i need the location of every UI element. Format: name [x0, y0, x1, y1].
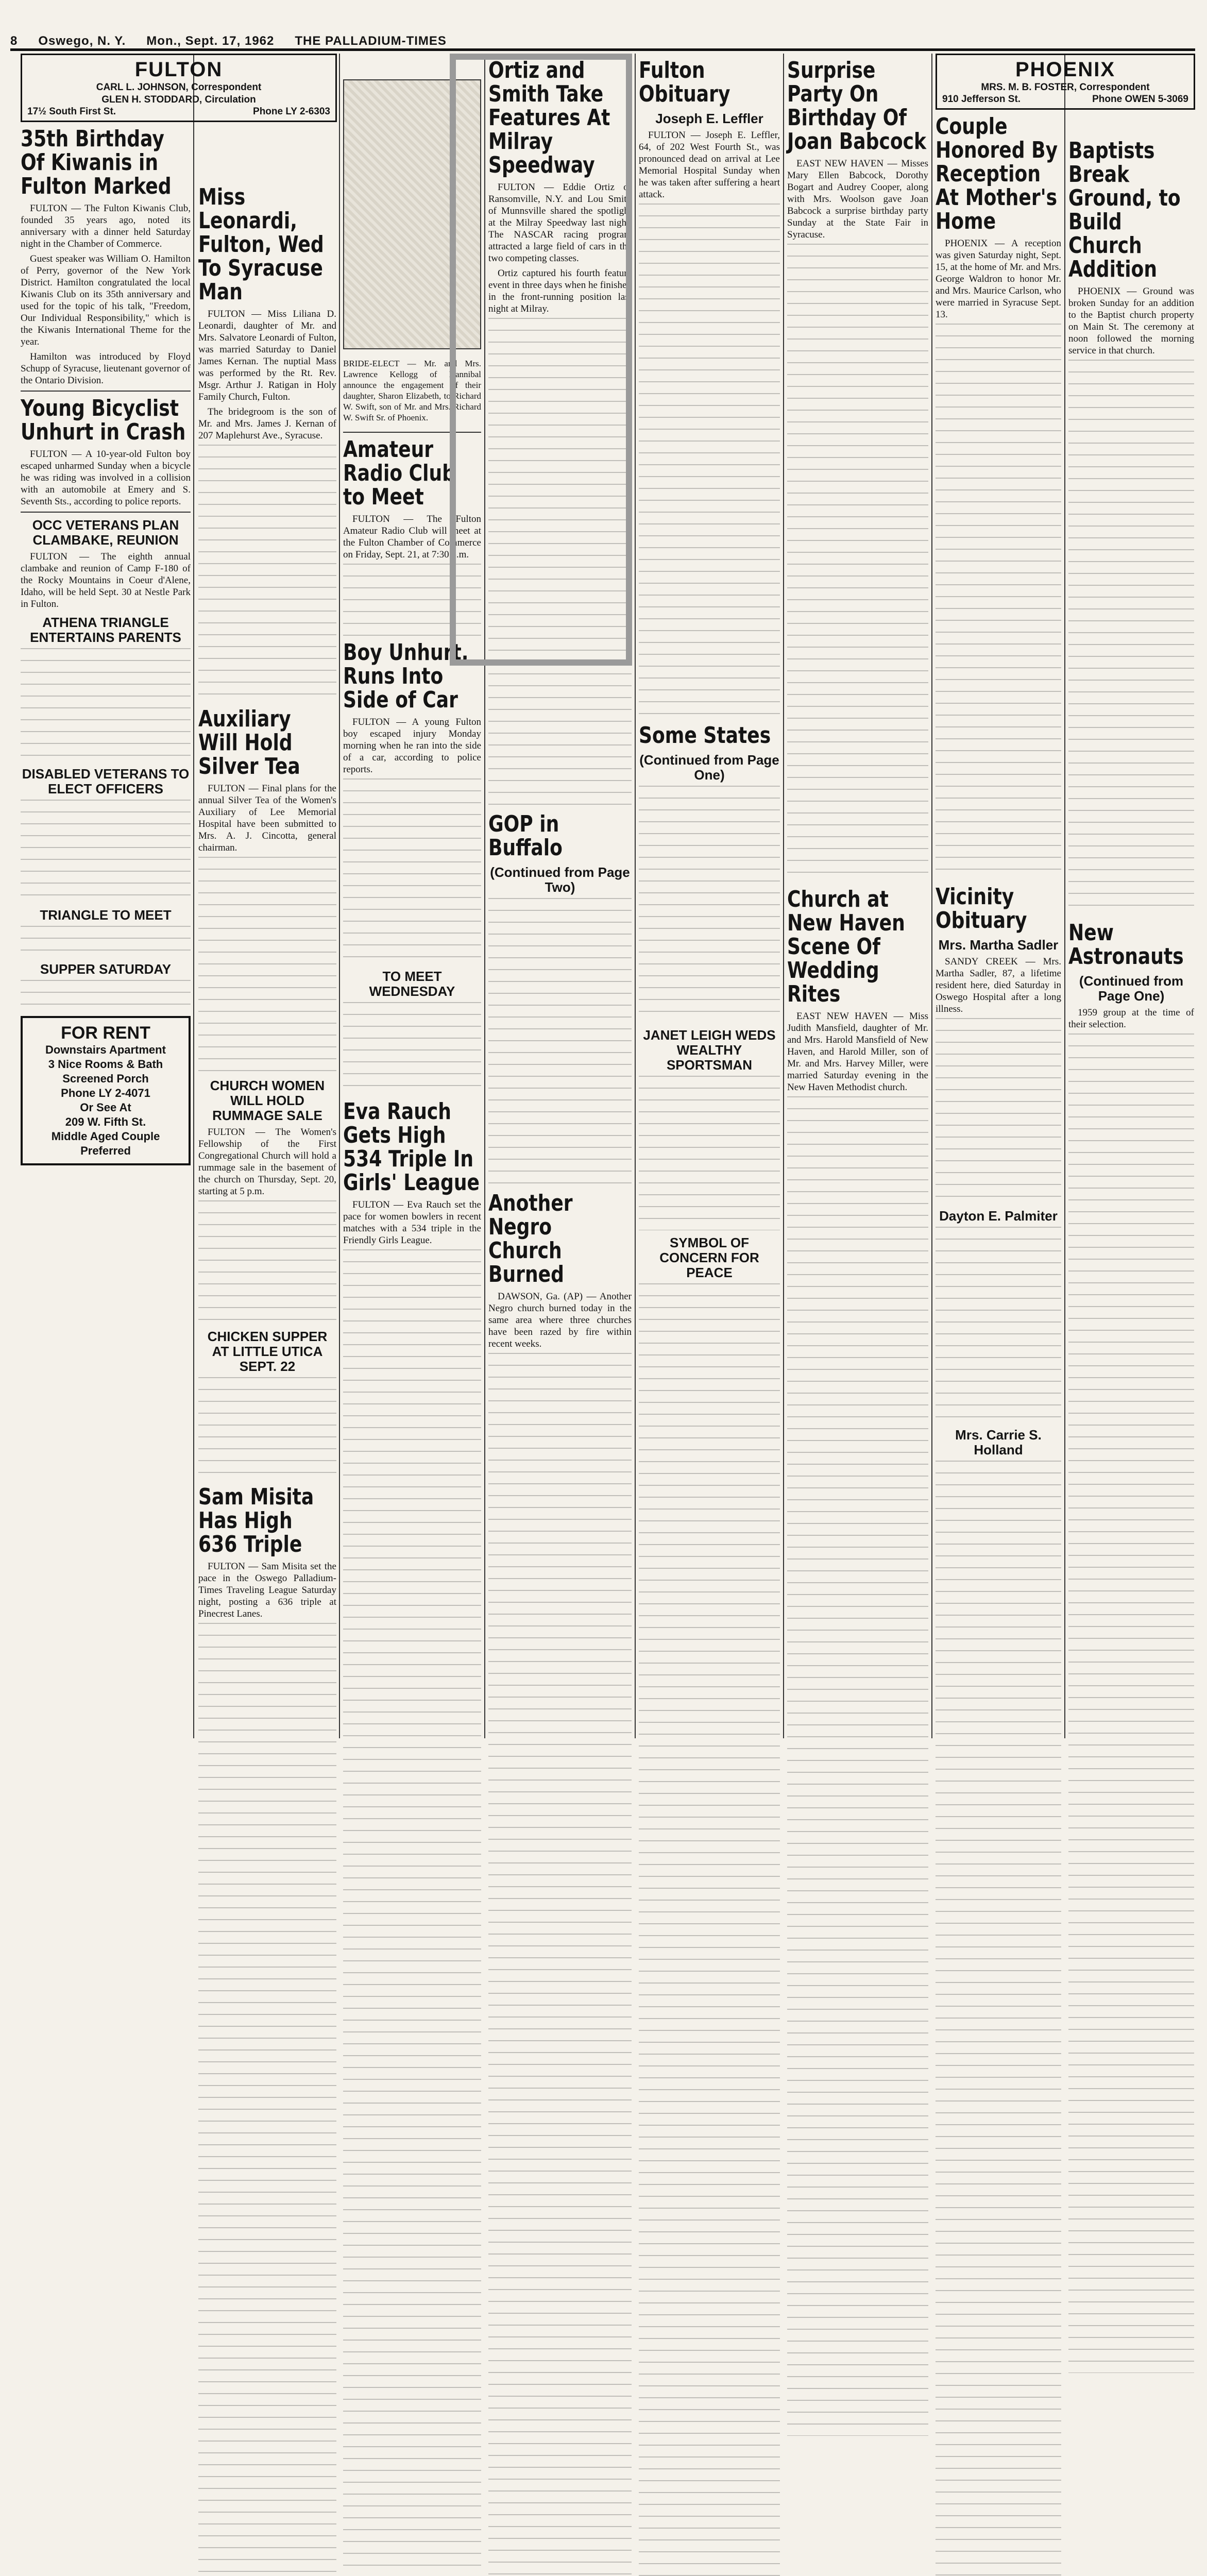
- masthead-paper: THE PALLADIUM-TIMES: [295, 34, 447, 48]
- column-6: [787, 54, 928, 2436]
- correspondent: MRS. M. B. FOSTER, Correspondent: [981, 82, 1150, 93]
- subheadline: OCC VETERANS PLAN CLAMBAKE, REUNION: [32, 517, 179, 548]
- subheadline: JANET LEIGH WEDS WEALTHY SPORTSMAN: [643, 1027, 776, 1073]
- article-text: FULTON — Final plans for the annual Silver Tea of the Women's Auxiliary of Lee Memorial Hospital have been submitted to Mrs. A. J. Cincotta, general chairman.: [198, 783, 336, 853]
- article-text: FULTON — The Fulton Amateur Radio Club will meet at the Fulton Chamber of Commerce on Friday, Sept. 21, at 7:30 p.m.: [343, 514, 481, 560]
- subheadline: CHURCH WOMEN WILL HOLD RUMMAGE SALE: [210, 1078, 325, 1123]
- subheadline: CHICKEN SUPPER AT LITTLE UTICA SEPT. 22: [207, 1329, 328, 1374]
- article-text: EAST NEW HAVEN — Misses Mary Ellen Babcock, Dorothy Bogart and Audrey Cooper, along with Mrs. Woolson gave Joan Babcock a surprise birthday party Sunday at the State Fair in Syracuse.: [787, 158, 928, 240]
- article-text: FULTON — The Women's Fellowship of the First Congregational Church will hold a rummage sale in the basement of the church on Thursday, Sept. 20, starting at 5 p.m.: [198, 1127, 336, 1197]
- article-text: 1959 group at the time of their selection.: [1068, 1007, 1194, 1030]
- article-text: PHOENIX — A reception was given Saturday night, Sept. 15, at the home of Mr. and Mrs. George Waldron to honor Mr. and Mrs. Maurice Carlson, who were married in Syracuse Sept. 13.: [936, 238, 1061, 320]
- headline: 35th Birthday Of Kiwanis in Fulton Marked: [21, 126, 172, 199]
- subheadline: DISABLED VETERANS TO ELECT OFFICERS: [22, 766, 190, 796]
- headline: Auxiliary Will Hold Silver Tea: [198, 706, 300, 779]
- article-text: PHOENIX — Ground was broken Sunday for an addition to the Baptist church property on Main St. The ceremony at noon followed the morning service in that church.: [1068, 286, 1194, 356]
- ad-line: Downstairs Apartment: [45, 1043, 166, 1056]
- headline: Another Negro Church Burned: [488, 1190, 573, 1287]
- column-rule: [931, 54, 932, 1738]
- article-text: FULTON — Eva Rauch set the pace for women bowlers in recent matches with a 534 triple in the Friendly Girls League.: [343, 1199, 481, 1246]
- masthead: [10, 33, 1195, 51]
- subheadline: (Continued from Page One): [639, 752, 779, 783]
- subheadline: TRIANGLE TO MEET: [40, 907, 172, 923]
- headline: Baptists Break Ground, to Build Church Addition: [1068, 138, 1181, 282]
- subheadline: (Continued from Page Two): [490, 865, 630, 895]
- subheadline: Mrs. Martha Sadler: [938, 937, 1059, 953]
- page-number: 8: [10, 34, 18, 48]
- column-rule: [1064, 54, 1065, 1738]
- article-text: FULTON — A 10-year-old Fulton boy escaped unharmed Sunday when a bicycle he was riding was involved in a collision with an automobile at Emery and S. Seventh Sts., according to police reports.: [21, 449, 191, 507]
- column-rule: [193, 54, 194, 1738]
- column-8: [1068, 134, 1194, 2373]
- headline: Couple Honored By Reception At Mother's Home: [936, 113, 1058, 234]
- article-text: EAST NEW HAVEN — Miss Judith Mansfield, daughter of Mr. and Mrs. Harold Mansfield of New Haven, and Harold Miller, son of Mr. and Mrs. Harvey Miller, were married Saturday evening in the New Haven Methodist church.: [787, 1011, 928, 1093]
- article-text: FULTON — Eddie Ortiz of Ransomville, N.Y. and Lou Smith of Munnsville shared the spotlight at the Milray Speedway last night. The NASCAR racing program attracted a large field of cars in the two competing classes.: [488, 182, 632, 264]
- headline: Vicinity Obituary: [936, 884, 1027, 934]
- ad-line: Or See At: [80, 1101, 131, 1114]
- article-text: The bridegroom is the son of Mr. and Mrs. James J. Kernan of 207 Maplehurst Ave., Syracuse.: [198, 406, 336, 441]
- section-address: 17½ South First St.: [27, 106, 116, 117]
- column-rule: [783, 54, 784, 1738]
- article-text: FULTON — A young Fulton boy escaped injury Monday morning when he ran into the side of a car, according to police reports.: [343, 717, 481, 775]
- photo-caption: BRIDE-ELECT — Mr. and Mrs. Lawrence Kellogg of Hannibal announce the engagement of their daughter, Sharon Elizabeth, to Richard W. Swift, son of Mr. and Mrs. Richard W. Swift Sr. of Phoenix.: [343, 359, 481, 422]
- subheadline: (Continued from Page One): [1079, 973, 1184, 1004]
- subheadline: Dayton E. Palmiter: [939, 1208, 1058, 1224]
- column-rule: [635, 54, 636, 1738]
- article-text: Ortiz captured his fourth feature event in three days when he finished in the front-running position last night at Milray.: [488, 268, 632, 314]
- headline: Surprise Party On Birthday Of Joan Babcock: [787, 57, 927, 155]
- headline: Sam Misita Has High 636 Triple: [198, 1484, 314, 1557]
- headline: Ortiz and Smith Take Features At Milray Speedway: [488, 57, 610, 178]
- column-2: [198, 180, 336, 2576]
- ad-line: Phone LY 2-4071: [61, 1087, 150, 1099]
- for-rent-ad: [21, 1016, 191, 1165]
- article-text: FULTON — The Fulton Kiwanis Club, founded 35 years ago, noted its anniversary with a dinner held Saturday night in the Chamber of Commerce.: [21, 203, 191, 249]
- headline: Some States: [639, 722, 771, 749]
- article-text: Guest speaker was William O. Hamilton of Perry, governor of the New York District. Hamilton congratulated the local Kiwanis Club on its 35th anniversary and used for the topic of his talk, "Freedom, Our Individual Responsibility," which is the Kiwanis International Theme for the year.: [21, 253, 191, 347]
- section-address: 910 Jefferson St.: [942, 94, 1021, 105]
- headline: Young Bicyclist Unhurt in Crash: [21, 395, 186, 445]
- circulation: GLEN H. STODDARD, Circulation: [101, 94, 256, 105]
- column-3: [343, 77, 481, 2576]
- column-rule: [339, 54, 340, 1738]
- article-text: FULTON — Sam Misita set the pace in the Oswego Palladium-Times Traveling League Saturday night, posting a 636 triple at Pinecrest Lanes.: [198, 1561, 336, 1619]
- headline: Boy Unhurt, Runs Into Side of Car: [343, 639, 469, 713]
- section-phone: Phone OWEN 5-3069: [1092, 94, 1188, 105]
- article-text: SANDY CREEK — Mrs. Martha Sadler, 87, a lifetime resident here, died Saturday in Oswego Hospital after a long illness.: [936, 956, 1061, 1014]
- column-5: [639, 54, 780, 2576]
- headline: Eva Rauch Gets High 534 Triple In Girls' League: [343, 1098, 480, 1196]
- masthead-city: Oswego, N. Y.: [38, 34, 126, 48]
- phoenix-section-header: [936, 54, 1195, 110]
- ad-title: FOR RENT: [61, 1023, 150, 1043]
- headline: New Astronauts: [1068, 920, 1184, 970]
- column-4: [488, 54, 632, 2576]
- subheadline: Mrs. Carrie S. Holland: [955, 1427, 1042, 1458]
- subheadline: ATHENA TRIANGLE ENTERTAINS PARENTS: [30, 615, 181, 645]
- section-title: FULTON: [134, 58, 223, 81]
- headline: Church at New Haven Scene Of Wedding Rites: [787, 886, 905, 1007]
- article-text: DAWSON, Ga. (AP) — Another Negro church burned today in the same area where three churches have been razed by fire within recent weeks.: [488, 1291, 632, 1349]
- headline: Amateur Radio Club to Meet: [343, 436, 456, 510]
- subheadline: SUPPER SATURDAY: [40, 961, 172, 977]
- headline: Fulton Obituary: [639, 57, 730, 107]
- section-title: PHOENIX: [1015, 58, 1116, 81]
- subheadline: TO MEET WEDNESDAY: [369, 969, 455, 999]
- subheadline: Joseph E. Leffler: [655, 111, 763, 126]
- article-text: FULTON — The eighth annual clambake and reunion of Camp F-180 of the Rocky Mountains in Coeur d'Alene, Idaho, will be held Sept. 30 at Nestle Park in Fulton.: [21, 551, 191, 609]
- engagement-photo: [343, 79, 481, 349]
- headline: Miss Leonardi, Fulton, Wed To Syracuse Man: [198, 184, 324, 305]
- column-rule: [484, 54, 485, 1738]
- correspondent: CARL L. JOHNSON, Correspondent: [96, 82, 262, 93]
- ad-line: 209 W. Fifth St.: [65, 1115, 146, 1128]
- headline: GOP in Buffalo: [488, 811, 563, 861]
- article-text: Hamilton was introduced by Floyd Schupp of Syracuse, lieutenant governor of the Ontario Division.: [21, 351, 191, 386]
- masthead-date: Mon., Sept. 17, 1962: [146, 34, 275, 48]
- ad-line: 3 Nice Rooms & Bath Screened Porch: [48, 1058, 163, 1085]
- article-text: FULTON — Joseph E. Leffler, 64, of 202 West Fourth St., was pronounced dead on arrival at Lee Memorial Hospital Sunday when he was taken after suffering a heart attack.: [639, 130, 780, 200]
- section-phone: Phone LY 2-6303: [253, 106, 330, 117]
- subheadline: SYMBOL OF CONCERN FOR PEACE: [659, 1235, 759, 1280]
- ad-line: Middle Aged Couple Preferred: [51, 1130, 160, 1157]
- article-text: FULTON — Miss Liliana D. Leonardi, daughter of Mr. and Mrs. Salvatore Leonardi of Fulton, was married Saturday to Daniel James Kernan. The nuptial Mass was performed by the Rt. Rev. Msgr. Arthur J. Ratigan in Holy Family Church, Fulton.: [198, 309, 336, 402]
- fulton-section-header: [21, 54, 337, 122]
